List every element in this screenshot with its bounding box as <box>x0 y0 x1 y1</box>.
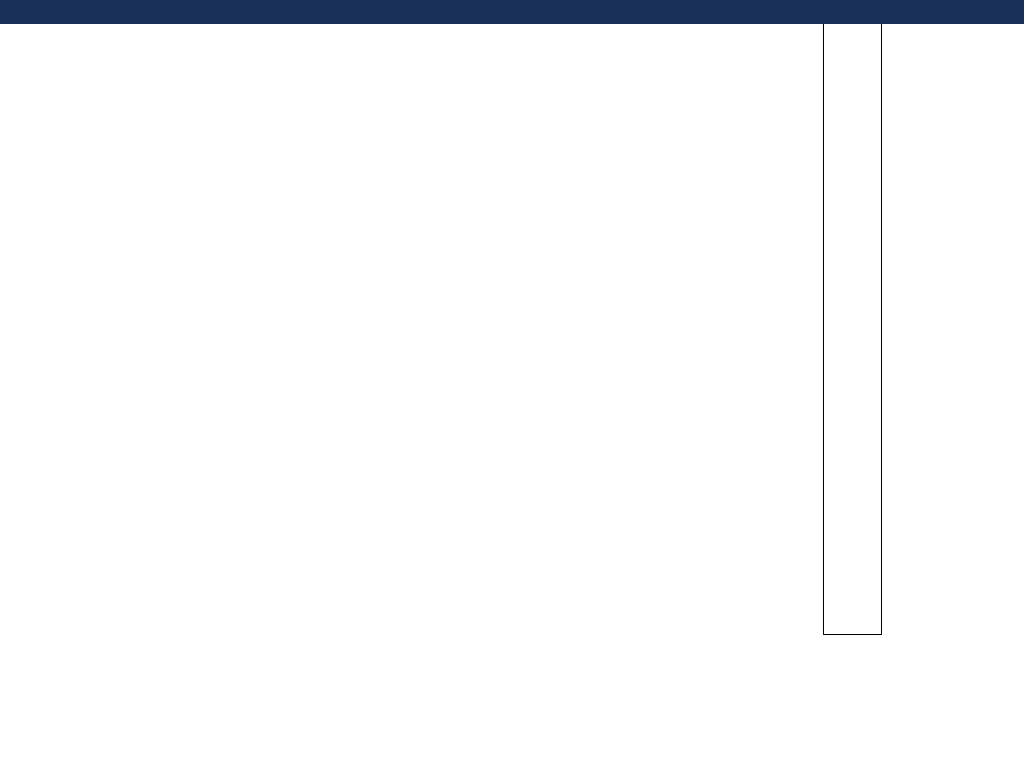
cagr-column-border <box>823 24 882 635</box>
header-row <box>0 0 1024 24</box>
